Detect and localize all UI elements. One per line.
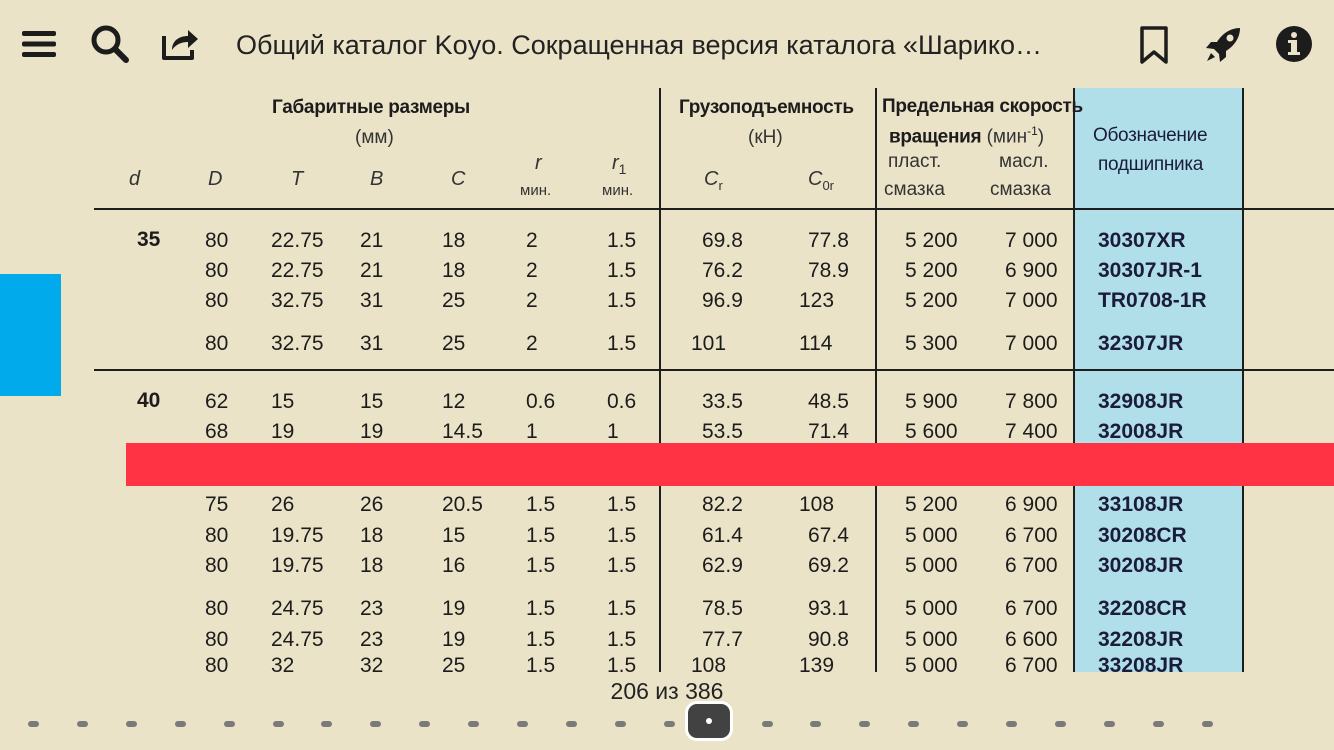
cell-desig: 32208CR: [1098, 597, 1187, 620]
cell-b: 31: [360, 332, 384, 355]
cell-grease: 5 200: [905, 493, 958, 516]
designation-header: Обозначение: [1093, 125, 1208, 146]
cell-b: 32: [360, 654, 384, 672]
group-rule: [94, 369, 1334, 371]
col-header-r1: $r_1$: [612, 152, 627, 177]
cell-t: 19.75: [271, 524, 324, 547]
cell-r: 2: [526, 229, 538, 252]
cell-c: 12: [442, 390, 466, 413]
cell-r1: 1.5: [607, 597, 637, 620]
cell-t: 19: [271, 420, 295, 443]
cell-oil: 6 700: [1005, 524, 1058, 547]
cell-cr: 61.4: [702, 524, 743, 547]
cell-c0r: 114: [799, 332, 833, 355]
cell-d: 62: [205, 390, 229, 413]
cell-grease: 5 200: [905, 259, 958, 282]
cell-oil: 7 000: [1005, 229, 1058, 252]
cell-c0r: 78.9: [808, 259, 849, 282]
cell-oil: 6 700: [1005, 597, 1058, 620]
column-divider: [1073, 88, 1075, 672]
cell-c0r: 67.4: [808, 524, 849, 547]
cell-grease: 5 000: [905, 554, 958, 577]
scrubber-dot[interactable]: [957, 721, 968, 727]
side-tab[interactable]: [0, 274, 61, 396]
cell-grease: 5 000: [905, 524, 958, 547]
cell-r1: 1.5: [607, 493, 637, 516]
cell-oil: 6 900: [1005, 493, 1058, 516]
cell-c0r: 108: [799, 493, 835, 516]
cell-r: 2: [526, 259, 538, 282]
scrubber-dot[interactable]: [859, 721, 870, 727]
scrubber-dot[interactable]: [1055, 721, 1066, 727]
cell-r: 1.5: [526, 628, 556, 651]
cell-desig: TR0708-1R: [1098, 289, 1207, 312]
header-rule: [94, 208, 1334, 210]
cell-desig: 30208CR: [1098, 524, 1187, 547]
cell-grease: 5 200: [905, 229, 958, 252]
col-header-T: T: [291, 168, 304, 190]
scrubber-dot[interactable]: [810, 721, 821, 727]
col-header-cr: $C_r$: [704, 168, 723, 193]
cell-r: 0.6: [526, 390, 556, 413]
cell-r1: 1.5: [607, 229, 637, 252]
cell-r: 1.5: [526, 524, 556, 547]
cell-d: 80: [205, 654, 229, 672]
col-header-oil-2: смазка: [990, 179, 1051, 200]
cell-oil: 7 800: [1005, 390, 1058, 413]
col-header-r1-min: мин.: [602, 182, 634, 199]
column-divider: [875, 88, 877, 672]
cell-cr: 82.2: [702, 493, 743, 516]
load-rating-unit: (кН): [748, 127, 783, 148]
cell-cr: 69.8: [702, 229, 743, 252]
cell-b: 18: [360, 524, 384, 547]
cell-oil: 7 400: [1005, 420, 1058, 443]
scrubber-dot[interactable]: [77, 721, 88, 727]
cell-desig: 30208JR: [1098, 554, 1184, 577]
cell-t: 24.75: [271, 597, 324, 620]
cell-desig: 30307XR: [1098, 229, 1186, 252]
document-title: Общий каталог Koyo. Сокращенная версия каталога «Шарико…: [236, 30, 1043, 60]
col-header-c0r: $C_{0r}$: [808, 168, 835, 193]
cell-oil: 6 700: [1005, 654, 1058, 672]
scrubber-dot[interactable]: [321, 721, 332, 727]
cell-b: 23: [360, 597, 384, 620]
scrubber-dot[interactable]: [175, 721, 186, 727]
cell-c: 14.5: [442, 420, 483, 443]
cell-t: 32.75: [271, 289, 324, 312]
cell-r1: 1.5: [607, 524, 637, 547]
cell-r: 1.5: [526, 554, 556, 577]
cell-b: 15: [360, 390, 384, 413]
cell-c: 16: [442, 554, 466, 577]
scrubber-dot[interactable]: [468, 721, 479, 727]
cell-grease: 5 000: [905, 597, 958, 620]
cell-grease: 5 900: [905, 390, 958, 413]
column-divider: [659, 88, 661, 672]
catalog-page[interactable]: [0, 88, 1334, 672]
cell-b: 23: [360, 628, 384, 651]
cell-d: 68: [205, 420, 229, 443]
cell-r: 1.5: [526, 597, 556, 620]
cell-b: 19: [360, 420, 384, 443]
col-header-r: r: [535, 152, 542, 174]
scrubber-dot[interactable]: [1006, 721, 1017, 727]
highlight-bar: [126, 443, 1334, 486]
cell-c: 18: [442, 259, 466, 282]
cell-d: 80: [205, 332, 229, 355]
cell-r: 1: [526, 420, 538, 443]
cell-oil: 6 600: [1005, 628, 1058, 651]
cell-cr: 101: [691, 332, 727, 355]
cell-c0r: 93.1: [808, 597, 849, 620]
cell-d: 80: [205, 259, 229, 282]
cell-c: 18: [442, 229, 466, 252]
cell-cr: 108: [691, 654, 727, 672]
cell-c0r: 90.8: [808, 628, 849, 651]
share-icon[interactable]: [158, 22, 202, 66]
cell-oil: 7 000: [1005, 289, 1058, 312]
rocket-icon[interactable]: [1202, 22, 1246, 66]
cell-desig: 30307JR-1: [1098, 259, 1202, 282]
cell-cr: 96.9: [702, 289, 743, 312]
cell-t: 15: [271, 390, 295, 413]
cell-cr: 76.2: [702, 259, 743, 282]
cell-t: 32: [271, 654, 295, 672]
cell-r: 1.5: [526, 654, 556, 672]
scrubber-dot[interactable]: [517, 721, 528, 727]
cell-cr: 53.5: [702, 420, 743, 443]
cell-c: 19: [442, 628, 466, 651]
cell-r1: 0.6: [607, 390, 637, 413]
cell-grease: 5 000: [905, 654, 958, 672]
cell-c0r: 48.5: [808, 390, 849, 413]
col-header-D: D: [208, 168, 223, 190]
dimensions-unit: (мм): [355, 127, 394, 148]
scrubber-dot[interactable]: [1153, 721, 1164, 727]
cell-c0r: 139: [799, 654, 835, 672]
scrubber-dot[interactable]: [28, 721, 39, 727]
cell-t: 24.75: [271, 628, 324, 651]
cell-oil: 6 700: [1005, 554, 1058, 577]
scrubber-dot[interactable]: [566, 721, 577, 727]
cell-r: 2: [526, 289, 538, 312]
cell-grease: 5 600: [905, 420, 958, 443]
col-header-grease: пласт.: [888, 151, 942, 172]
col-header-C: C: [451, 168, 466, 190]
col-header-B: B: [370, 168, 384, 190]
cell-r1: 1.5: [607, 654, 637, 672]
cell-c0r: 123: [799, 289, 835, 312]
search-icon[interactable]: [88, 22, 132, 66]
scrubber-dot[interactable]: [370, 721, 381, 727]
cell-r1: 1.5: [607, 628, 637, 651]
scrubber-dot[interactable]: [908, 721, 919, 727]
column-divider: [1242, 88, 1244, 672]
cell-t: 26: [271, 493, 295, 516]
cell-grease: 5 000: [905, 628, 958, 651]
page-scrubber-thumb[interactable]: [688, 704, 730, 738]
designation-header-line2: подшипника: [1098, 154, 1204, 175]
cell-desig: 32208JR: [1098, 628, 1184, 651]
group-d-value: 40: [137, 389, 161, 412]
cell-desig: 32008JR: [1098, 420, 1184, 443]
cell-b: 21: [360, 229, 384, 252]
scrubber-dot[interactable]: [126, 721, 137, 727]
cell-c: 25: [442, 332, 466, 355]
col-header-grease-2: смазка: [884, 179, 945, 200]
page-counter: 206 из 386: [610, 678, 724, 704]
cell-oil: 7 000: [1005, 332, 1058, 355]
cell-c: 15: [442, 524, 466, 547]
cell-d: 80: [205, 628, 229, 651]
col-header-d: d: [129, 168, 141, 190]
scrubber-dot[interactable]: [664, 721, 675, 727]
speed-header-line2: вращения (мин$^{-1}$): [889, 124, 1045, 148]
cell-r1: 1.5: [607, 259, 637, 282]
cell-r1: 1.5: [607, 289, 637, 312]
bookmark-icon[interactable]: [1132, 22, 1176, 66]
cell-r1: 1.5: [607, 554, 637, 577]
col-header-r-min: мин.: [520, 182, 552, 199]
cell-desig: 33108JR: [1098, 493, 1184, 516]
group-d-value: 35: [137, 228, 161, 251]
cell-t: 19.75: [271, 554, 324, 577]
cell-grease: 5 200: [905, 289, 958, 312]
cell-c0r: 77.8: [808, 229, 849, 252]
cell-d: 75: [205, 493, 229, 516]
cell-cr: 33.5: [702, 390, 743, 413]
dimensions-header: Габаритные размеры: [272, 97, 470, 118]
load-rating-header: Грузоподъемность: [679, 97, 854, 118]
scrubber-dot[interactable]: [762, 721, 773, 727]
cell-desig: 33208JR: [1098, 654, 1184, 672]
cell-c: 25: [442, 289, 466, 312]
toolbar: [0, 0, 1334, 88]
cell-r: 2: [526, 332, 538, 355]
cell-grease: 5 300: [905, 332, 958, 355]
cell-d: 80: [205, 597, 229, 620]
cell-c0r: 69.2: [808, 554, 849, 577]
cell-r1: 1.5: [607, 332, 637, 355]
scrubber-dot[interactable]: [615, 721, 626, 727]
cell-desig: 32908JR: [1098, 390, 1184, 413]
col-header-oil: масл.: [999, 151, 1049, 172]
cell-cr: 77.7: [702, 628, 743, 651]
cell-d: 80: [205, 554, 229, 577]
cell-r1: 1: [607, 420, 619, 443]
scrubber-dot[interactable]: [419, 721, 430, 727]
cell-r: 1.5: [526, 493, 556, 516]
cell-c: 19: [442, 597, 466, 620]
cell-oil: 6 900: [1005, 259, 1058, 282]
cell-t: 22.75: [271, 229, 324, 252]
cell-desig: 32307JR: [1098, 332, 1184, 355]
speed-header: Предельная скорость: [882, 96, 1083, 117]
cell-c: 20.5: [442, 493, 483, 516]
scrubber-dot[interactable]: [224, 721, 235, 727]
cell-b: 21: [360, 259, 384, 282]
cell-cr: 62.9: [702, 554, 743, 577]
menu-icon[interactable]: [18, 22, 62, 66]
cell-cr: 78.5: [702, 597, 743, 620]
cell-d: 80: [205, 229, 229, 252]
scrubber-dot[interactable]: [1202, 721, 1213, 727]
cell-c0r: 71.4: [808, 420, 849, 443]
cell-b: 18: [360, 554, 384, 577]
cell-d: 80: [205, 524, 229, 547]
scrubber-dot[interactable]: [273, 721, 284, 727]
cell-t: 22.75: [271, 259, 324, 282]
cell-t: 32.75: [271, 332, 324, 355]
cell-d: 80: [205, 289, 229, 312]
scrubber-dot[interactable]: [1104, 721, 1115, 727]
cell-b: 31: [360, 289, 384, 312]
info-icon[interactable]: [1272, 22, 1316, 66]
cell-c: 25: [442, 654, 466, 672]
cell-b: 26: [360, 493, 384, 516]
